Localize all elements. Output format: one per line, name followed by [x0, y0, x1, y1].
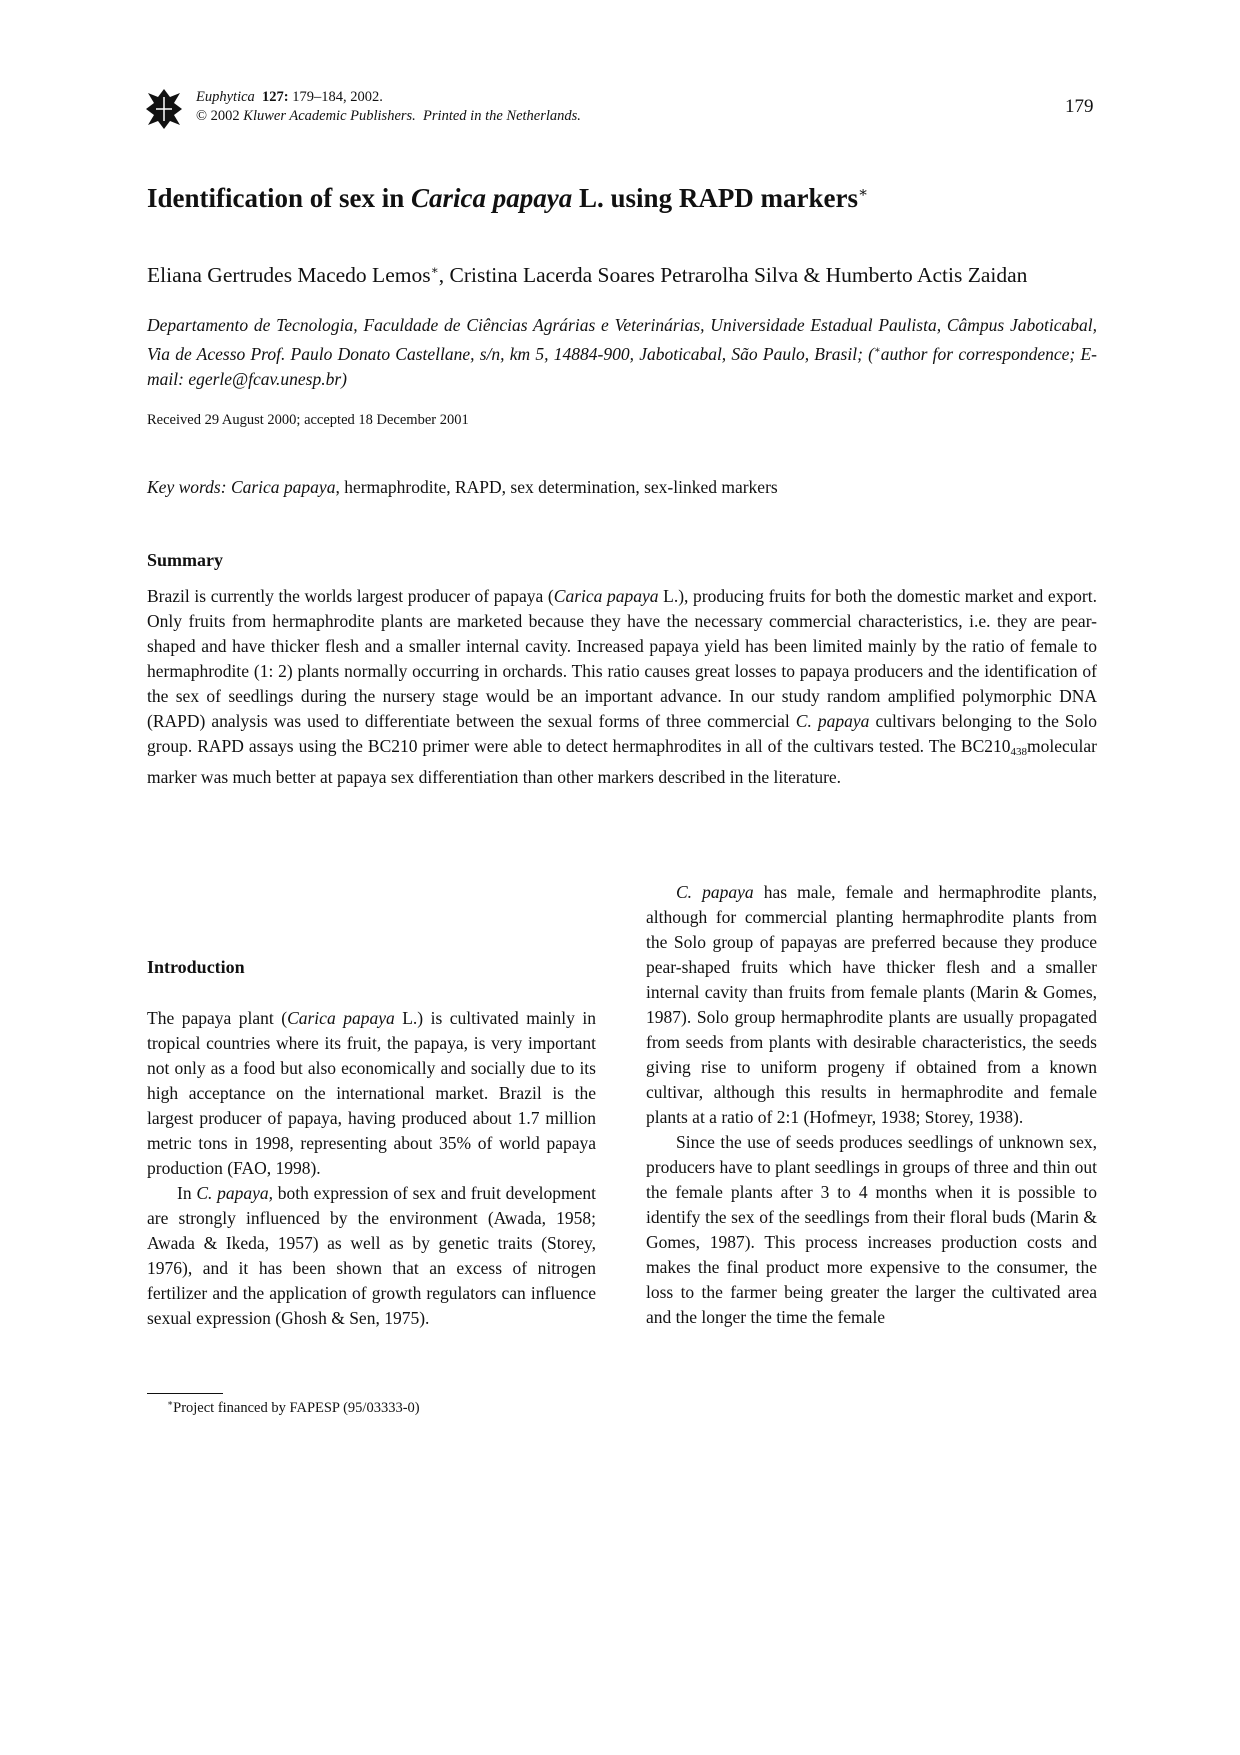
title-part-1: Identification of sex in: [147, 183, 412, 213]
keywords-label: Key words:: [147, 477, 227, 497]
marker-subscript: 438: [1010, 746, 1028, 758]
left-column: [147, 1006, 596, 1331]
right-column: [646, 880, 1097, 1330]
other-authors: , Cristina Lacerda Soares Petrarolha Silva & Humberto Actis Zaidan: [438, 263, 1028, 287]
introduction-heading: Introduction: [147, 957, 245, 977]
summary-part-1: Brazil is currently the worlds largest producer of papaya (: [147, 586, 554, 606]
affiliation-correspondence: author for correspondence; E-mail: egerle@fcav.unesp.br): [147, 344, 1098, 389]
printed-in: Printed in the Netherlands.: [423, 108, 581, 124]
keywords: [147, 477, 778, 498]
title-part-2: L. using RAPD markers: [572, 183, 859, 213]
title-footnote-mark: ∗: [858, 185, 869, 201]
intro-paragraph-3: [646, 880, 1097, 1130]
footnote-text: Project financed by FAPESP (95/03333-0): [173, 1400, 420, 1416]
p2-part-a: In: [177, 1183, 197, 1203]
corresponding-mark: ∗: [430, 263, 439, 277]
p1-species: Carica papaya: [287, 1008, 395, 1028]
affiliation-mark: ∗: [873, 345, 881, 356]
keywords-species: Carica papaya: [230, 477, 336, 497]
journal-pages: 179–184, 2002.: [292, 89, 383, 105]
footnote: [167, 1398, 420, 1417]
p3-species: C. papaya: [676, 882, 754, 902]
summary-part-2: L.), producing fruits for both the domestic market and export. Only fruits from hermaphrodite plants are marketed because they have the necessary commercial characteristics, i.e. they are pear-shaped and have thicker flesh and a smaller internal cavity. Increased papaya yield has been limited mainly by the ratio of female to hermaphrodite (1: 2) plants normally occurring in orchards. This ratio causes great losses to papaya producers and the identification of the sex of seedlings during the nursery stage would be an important advance. In our study random amplified polymorphic DNA (RAPD) analysis was used to differentiate between the sexual forms of three commercial: [147, 586, 1097, 731]
summary-species-2: C. papaya: [795, 711, 870, 731]
p1-part-b: L.) is cultivated mainly in tropical countries where its fruit, the papaya, is very important not only as a food but also economically and socially due to its high acceptance on the international market. Brazil is the largest producer of papaya, having produced about 1.7 million metric tons in 1998, representing about 35% of world papaya production (FAO, 1998).: [147, 1008, 596, 1178]
page-number: 179: [1065, 96, 1094, 117]
journal-name: Euphytica: [196, 89, 255, 105]
p2-species: C. papaya,: [196, 1183, 274, 1203]
author-list: [147, 256, 1097, 290]
p3-part-b: has male, female and hermaphrodite plants, although for commercial planting hermaphrodite plants from the Solo group of papayas are preferred because they produce pear-shaped fruits which have thicker flesh and a smaller internal cavity than fruits from female plants (Marin & Gomes, 1987). Solo group hermaphrodite plants are usually propagated from seeds from plants with desirable characteristics, the seeds giving rise to uniform progeny if obtained from a known cultivar, although this results in hermaphrodite and female plants at a ratio of 2:1 (Hofmeyr, 1938; Storey, 1938).: [646, 882, 1097, 1127]
copyright: © 2002: [196, 108, 240, 124]
intro-paragraph-2: [147, 1181, 596, 1331]
affiliation: [147, 313, 1097, 392]
journal-volume: 127:: [262, 89, 289, 105]
intro-paragraph-4: Since the use of seeds produces seedlings of unknown sex, producers have to plant seedlings in groups of three and thin out the female plants after 3 to 4 months when it is possible to identify the sex of the seedlings from their floral buds (Marin & Gomes, 1987). This process increases production costs and makes the final product more expensive to the consumer, the loss to the farmer being greater the larger the cultivated area and the longer the time the female: [646, 1132, 1097, 1327]
publisher-logo-icon: [146, 87, 182, 131]
footnote-divider: [147, 1393, 223, 1394]
summary-heading: Summary: [147, 550, 223, 570]
journal-citation: [196, 88, 581, 126]
p2-part-b: both expression of sex and fruit development are strongly influenced by the environment (Awada, 1958; Awada & Ikeda, 1957) as well as by genetic traits (Storey, 1976), and it has been shown that an excess of nitrogen fertilizer and the application of growth regulators can influence sexual expression (Ghosh & Sen, 1975).: [147, 1183, 596, 1328]
p1-part-a: The papaya plant (: [147, 1008, 288, 1028]
received-dates: Received 29 August 2000; accepted 18 December 2001: [147, 412, 469, 428]
footnote-mark: ∗: [167, 1398, 174, 1408]
author-1: Eliana Gertrudes Macedo Lemos: [147, 263, 431, 287]
affiliation-text: Departamento de Tecnologia, Faculdade de Ciências Agrárias e Veterinárias, Universidade Estadual Paulista, Câmpus Jaboticabal, Via de Acesso Prof. Paulo Donato Castellane, s/n, km 5, 14884-900, Jaboticabal, São Paulo, Brasil; (: [147, 315, 1097, 364]
summary-species-1: Carica papaya: [553, 586, 659, 606]
keywords-rest: , hermaphrodite, RAPD, sex determination, sex-linked markers: [335, 477, 778, 497]
summary-part-3: cultivars belonging to the Solo group. RAPD assays using the BC210 primer were able to detect hermaphrodites in all of the cultivars tested. The BC210: [147, 711, 1097, 756]
summary-text: [147, 584, 1097, 790]
intro-paragraph-1: [147, 1006, 596, 1181]
paper-title: [147, 176, 1097, 215]
title-species: Carica papaya: [411, 183, 573, 213]
summary-part-4: molecular marker was much better at papaya sex differentiation than other markers described in the literature.: [147, 736, 1097, 787]
publisher: Kluwer Academic Publishers.: [243, 108, 416, 124]
